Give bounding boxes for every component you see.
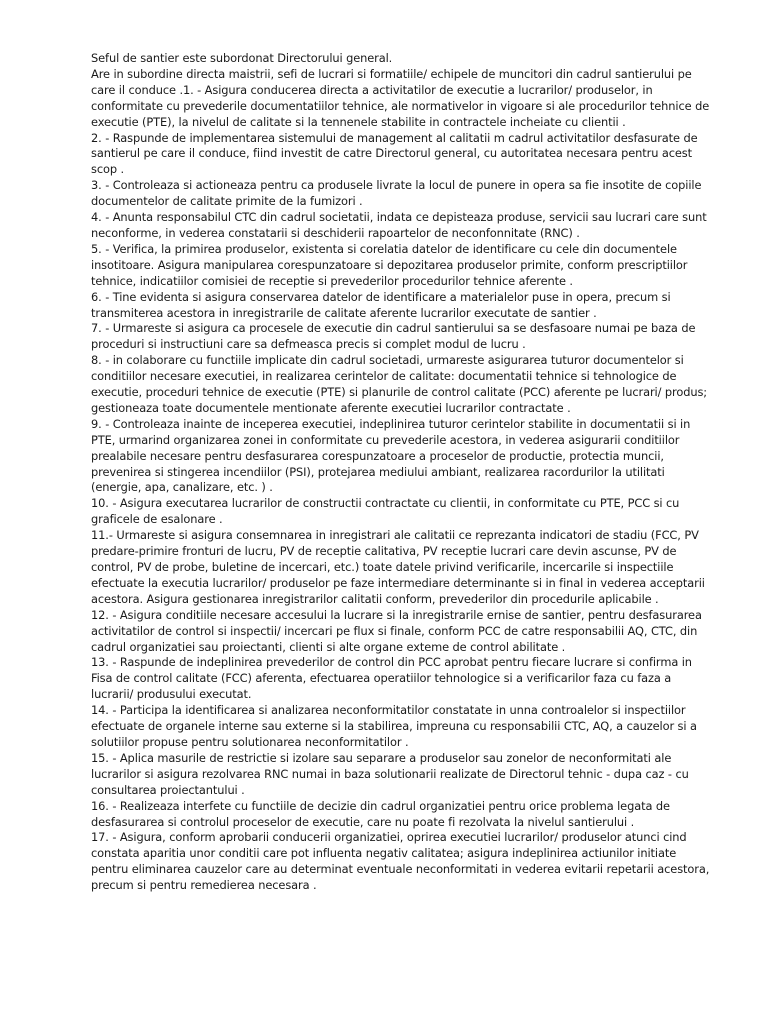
paragraph-16: 16. - Realizeaza interfete cu functiile de decizie din cadrul organizatiei pentru orice problema legata de desfasurarea si controlul proceselor de executie, care nu poate fi rezolvata la nivelul santierului .	[91, 798, 670, 829]
paragraph-12: 12. - Asigura conditiile necesare accesului la lucrare si la inregistrarile ernise de santier, pentru desfasurarea activitatilor de control si inspectii/ incercari pe flux si finale, conform PCC de catre responsabilii AQ, CTC, din cadrul organizatiei sau proiectanti, clienti si alte organe exteme de control abilitate .	[91, 607, 702, 654]
intro-line: Seful de santier este subordonat Directorului general.	[91, 51, 393, 65]
paragraph-7: 7. - Urmareste si asigura ca procesele de executie din cadrul santierului sa se desfasoare numai pe baza de proceduri si instructiuni care sa defmeasca precis si complet modul de lucru .	[91, 321, 696, 352]
paragraph-15: 15. - Aplica masurile de restrictie si izolare sau separare a produselor sau zonelor de neconformitati ale lucrarilor si asigura rezolvarea RNC numai in baza solutionarii realizate de Directorul tehnic - dupa caz - cu consultarea proiectantului .	[91, 750, 689, 797]
paragraph-13: 13. - Raspunde de indeplinirea prevederilor de control din PCC aprobat pentru fiecare lucrare si confirma in Fisa de control calitate (FCC) aferenta, efectuarea operatiilor tehnologice si a verificarilor faza cu faza a lucrarii/ produsului executat.	[91, 655, 692, 702]
paragraph-6: 6. - Tine evidenta si asigura conservarea datelor de identificare a materialelor puse in opera, precum si transmiterea acestora in inregistrarile de calitate aferente lucrarilor executate de santier .	[91, 289, 671, 320]
paragraph-intro-1: Are in subordine directa maistrii, sefi de lucrari si formatiile/ echipele de muncitori din cadrul santierului pe care il conduce .1. - Asigura conducerea directa a activitatilor de executie a lucrarilor/ produselor, in conformitate cu prevederile documentatiilor tehnice, ale normativelor in vigoare si ale procedurilor tehnice de executie (PTE), la nivelul de calitate si la tennenele stabilite in contractele incheiate cu clientii .	[91, 66, 710, 129]
paragraph-17: 17. - Asigura, conform aprobarii conducerii organizatiei, oprirea executiei lucrarilor/ produselor atunci cind constata aparitia unor conditii care pot influenta negativ calitatea; asigura indeplinirea actiunilor initiate pentru eliminarea cauzelor care au determinat eventuale neconformitati in vederea evitarii repetarii acestora, precum si pentru remedierea necesara .	[91, 830, 710, 893]
paragraph-14: 14. - Participa la identificarea si analizarea neconformitatilor constatate in unna controalelor si inspectiilor efectuate de organele interne sau externe si la stabilirea, impreuna cu responsabilii CTC, AQ, a cauzelor si a solutiilor propuse pentru solutionarea neconformitatilor .	[91, 703, 697, 749]
paragraph-10: 10. - Asigura executarea lucrarilor de constructii contractate cu clientii, in conformitate cu PTE, PCC si cu graficele de esalonare .	[91, 496, 680, 527]
paragraph-4: 4. - Anunta responsabilul CTC din cadrul societatii, indata ce depisteaza produse, servicii sau lucrari care sunt neconforme, in vederea constatarii si deschiderii rapoartelor de neconfonnitate (RNC) .	[91, 210, 707, 240]
paragraph-2: 2. - Raspunde de implementarea sistemului de management al calitatii m cadrul activitatilor desfasurate de santierul pe care il conduce, fiind investit de catre Directorul general, cu autoritatea necesara pentru acest scop .	[91, 130, 698, 177]
paragraph-8: 8. - in colaborare cu functiile implicate din cadrul societadi, urmareste asigurarea tuturor documentelor si conditiilor necesare executiei, in realizarea cerintelor de calitate: documentatii tehnice si tehnologice de executie, proceduri tehnice de executie (PTE) si planurile de control calitate (PCC) aferente pe lucrari/ produs; gestioneaza toate documentele mentionate aferente executiei lucrarilor contractate .	[91, 353, 708, 415]
document-page	[91, 51, 711, 894]
paragraph-11: 11.- Urmareste si asigura consemnarea in inregistrari ale calitatii ce reprezanta indicatori de stadiu (FCC, PV predare-primire fronturi de lucru, PV de receptie calitativa, PV receptie lucrari care devin ascunse, PV de control, PV de probe, buletine de incercari, etc.) toate datele privind verificarile, incercarile si inspectiile efectuate la executia lucrarilor/ produselor pe faze intermediare determinante si in final in vederea acceptarii acestora. Asigura gestionarea inregistrarilor calitatii conform, prevederilor din procedurile aplicabile .	[91, 528, 705, 606]
paragraph-5: 5. - Verifica, la primirea produselor, existenta si corelatia datelor de identificare cu cele din documentele insotitoare. Asigura manipularea corespunzatoare si depozitarea produselor primite, conform prescriptiilor tehnice, indicatiilor comisiei de receptie si prevederilor procedurilor tehnice aferente .	[91, 241, 688, 288]
paragraph-9: 9. - Controleaza inainte de inceperea executiei, indeplinirea tuturor cerintelor stabilite in documentatii si in PTE, urmarind organizarea zonei in conformitate cu prevederile acestora, in vederea asigurarii conditiilor prealabile necesare pentru desfasurarea corespunzatoare a proceselor de productie, protectia muncii, prevenirea si stingerea incendiilor (PSI), protejarea mediului ambiant, realizarea racordurilor la utilitati (energie, apa, canalizare, etc. ) .	[91, 416, 691, 495]
paragraph-3: 3. - Controleaza si actioneaza pentru ca produsele livrate la locul de punere in opera sa fie insotite de copiile documentelor de calitate primite de la fumizori .	[91, 178, 702, 209]
